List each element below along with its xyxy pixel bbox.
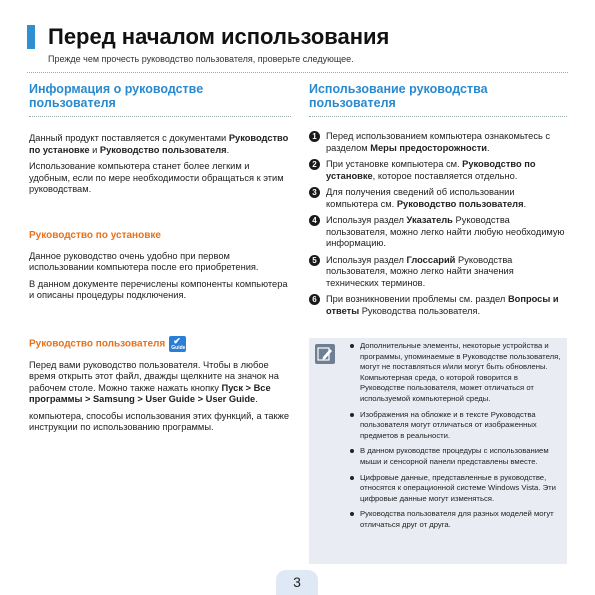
note-item: В данном руководстве процедуры с использованием мыши и сенсорной панели представлены вместе. (349, 446, 561, 467)
section-title-info: Информация о руководстве пользователя (29, 82, 204, 110)
section-divider (29, 116, 291, 117)
section-title-usage: Использование руководства пользователя (309, 82, 488, 110)
note-box (309, 338, 567, 564)
note-item: Дополнительные элементы, некоторые устройства и программы, упоминаемые в Руководстве пользователя, могут не поставляться и/или могут быть обновлены. Компьютерная среда, о которой говорится в Руководстве пользователя, может отличаться от используемой компьютерной среды. (349, 341, 561, 405)
header-divider (27, 72, 568, 73)
section-divider (309, 116, 567, 117)
number-badge: 5 (309, 255, 320, 266)
number-badge: 1 (309, 131, 320, 142)
user-guide-path: Пуск > Все программы > Samsung > User Guide > User Guide (29, 382, 271, 404)
usage-list (309, 131, 567, 317)
page-title: Перед началом использования (48, 24, 390, 49)
list-item: 1 Перед использованием компьютера ознакомьтесь с разделом Меры предосторожности. (309, 131, 567, 154)
user-guide-title-text: Руководство пользователя (29, 338, 166, 350)
list-item: 5 Используя раздел Глоссарий Руководства пользователя, можно легко найти значения технических терминов. (309, 255, 567, 290)
left-column (29, 82, 291, 439)
number-badge: 4 (309, 215, 320, 226)
list-item: 4 Используя раздел Указатель Руководства пользователя, можно легко найти любую необходимую информацию. (309, 215, 567, 250)
user-guide-icon: ✔ Guide (171, 335, 186, 351)
note-item: Цифровые данные, представленные в руководстве, относятся к операционной системе Windows Vista. Эти цифровые данные могут изменяться. (349, 473, 561, 505)
intro-text-end: . (226, 144, 230, 155)
number-badge: 6 (309, 294, 320, 305)
intro-paragraph (29, 133, 291, 156)
note-item: Руководства пользователя для разных моделей могут отличаться друг от друга. (349, 509, 561, 530)
install-paragraph-2: В данном документе перечислены компоненты компьютера и описаны процедуры подключения. (29, 278, 288, 300)
title-accent-bar (27, 25, 35, 49)
list-item: 2 При установке компьютера см. Руководство по установке, которое поставляется отдельно. (309, 159, 567, 182)
pencil-note-icon (315, 344, 335, 364)
number-badge: 3 (309, 187, 320, 198)
list-item: 6 При возникновении проблемы см. раздел Вопросы и ответы Руководства пользователя. (309, 294, 567, 317)
user-guide-paragraph-1: Перед вами руководство пользователя. Чтобы в любое время открыть этот файл, дважды щелкните на значок на рабочем столе. Можно также нажать кнопку Пуск > Все программы > Samsung > User Guide > User Guide. (29, 359, 279, 404)
page-number: 3 (293, 574, 301, 590)
intro-text-and: и (89, 144, 100, 155)
intro-paragraph-2: Использование компьютера станет более легким и удобным, если по мере необходимости обращаться к этим руководствам. (29, 161, 284, 194)
install-paragraph-1: Данное руководство очень удобно при первом использовании компьютера после его приобретения. (29, 250, 259, 272)
note-item: Изображения на обложке и в тексте Руководства пользователя могут отличаться от изображенных предметов в реальности. (349, 410, 561, 442)
intro-bold-install: Руководство по установке (29, 133, 289, 155)
user-guide-paragraph-2: компьютера, способы использования этих функций, а также инструкции по использованию программы. (29, 410, 289, 432)
right-column (309, 82, 567, 322)
subsection-title-user-guide (29, 336, 291, 352)
list-item: 3 Для получения сведений об использовании компьютера см. Руководство пользователя. (309, 187, 567, 210)
note-list (349, 341, 561, 536)
number-badge: 2 (309, 159, 320, 170)
intro-text: Данный продукт поставляется с документами (29, 133, 229, 143)
page-subtitle: Прежде чем прочесть руководство пользователя, проверьте следующее. (48, 54, 354, 64)
subsection-title-install: Руководство по установке (29, 229, 161, 241)
page-number-tab (276, 570, 318, 595)
intro-bold-user: Руководство пользователя (99, 144, 227, 155)
